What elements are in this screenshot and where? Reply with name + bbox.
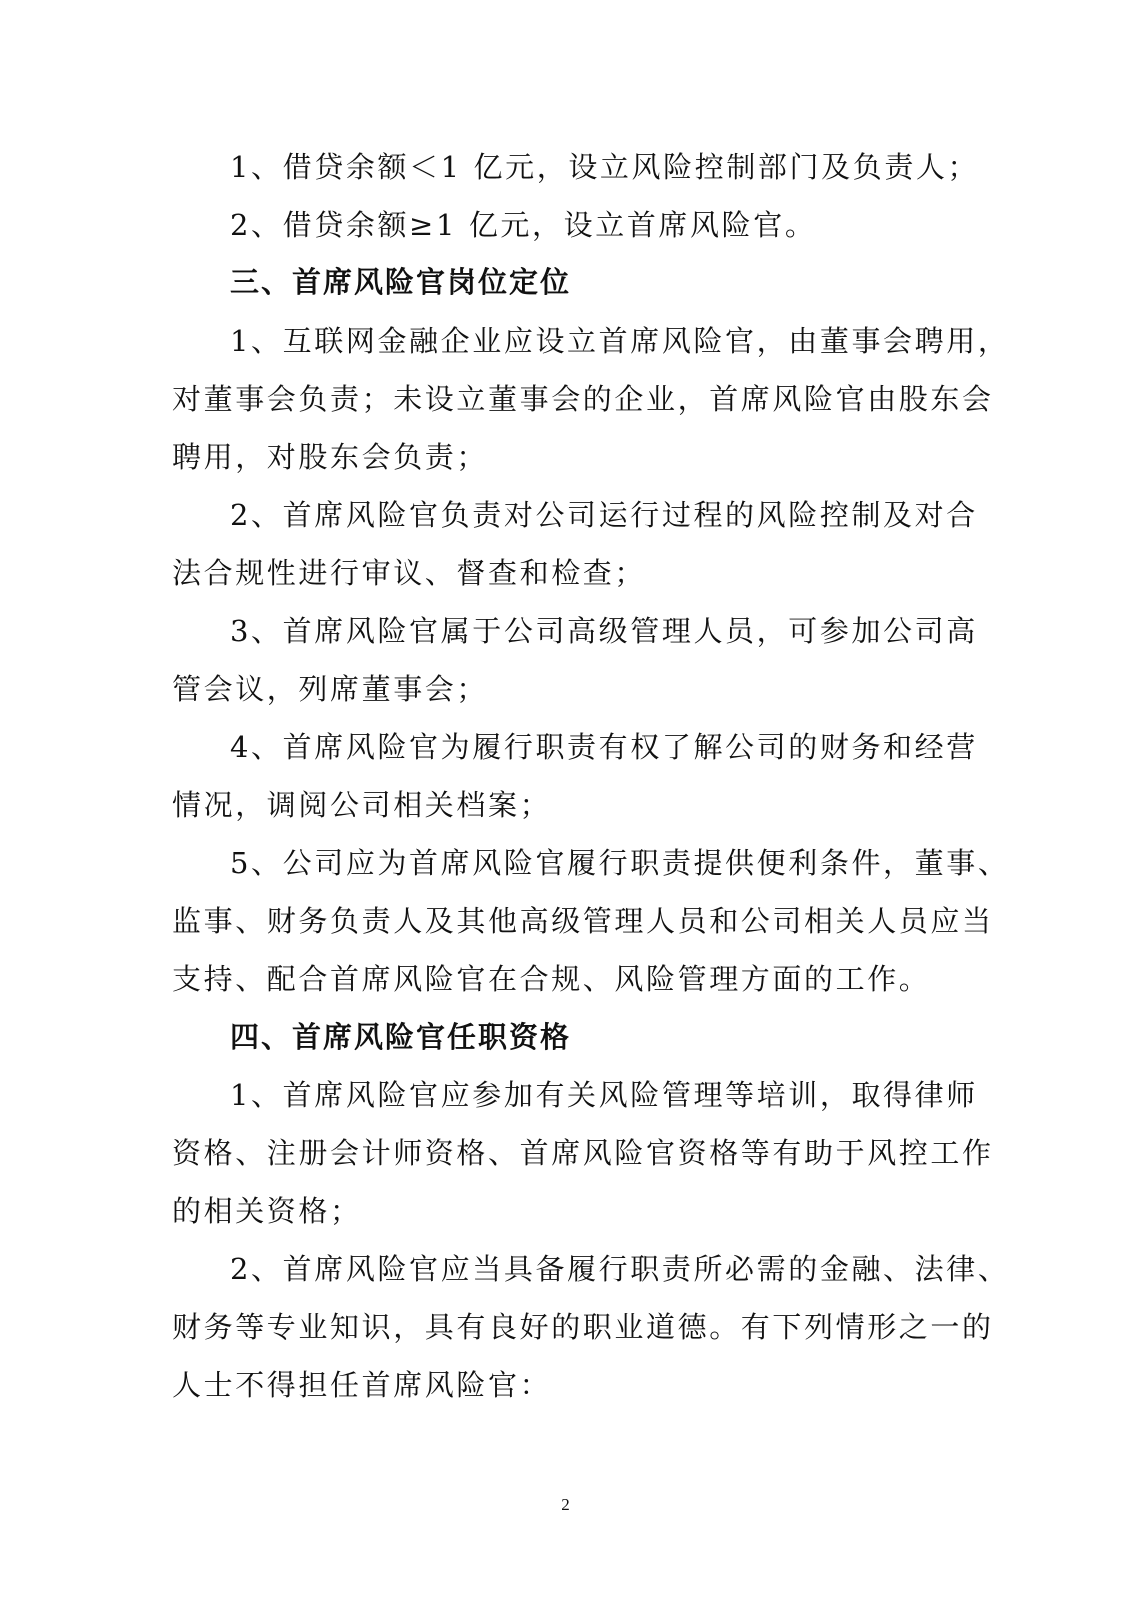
section-heading-3: 三、首席风险官岗位定位 [230, 265, 572, 299]
section-heading-4: 四、首席风险官任职资格 [230, 1020, 572, 1054]
paragraph-line: 2、首席风险官应当具备履行职责所必需的金融、法律、 [230, 1252, 1010, 1286]
paragraph-line: 资格、注册会计师资格、首席风险官资格等有助于风控工作 [172, 1136, 994, 1170]
paragraph-line: 1、首席风险官应参加有关风险管理等培训，取得律师 [230, 1078, 978, 1112]
paragraph-line: 人士不得担任首席风险官： [172, 1368, 552, 1402]
paragraph-line: 4、首席风险官为履行职责有权了解公司的财务和经营 [230, 730, 978, 764]
paragraph-line: 5、公司应为首席风险官履行职责提供便利条件，董事、 [230, 846, 1010, 880]
page-number: 2 [561, 1495, 570, 1514]
paragraph-line: 聘用，对股东会负责； [172, 440, 489, 474]
paragraph-line: 3、首席风险官属于公司高级管理人员，可参加公司高 [230, 614, 978, 648]
paragraph-line: 管会议，列席董事会； [172, 672, 489, 706]
paragraph-line: 监事、财务负责人及其他高级管理人员和公司相关人员应当 [172, 904, 994, 938]
paragraph-line: 1、互联网金融企业应设立首席风险官，由董事会聘用， [230, 324, 1010, 358]
paragraph-line: 财务等专业知识，具有良好的职业道德。有下列情形之一的 [172, 1310, 994, 1344]
paragraph-line: 2、首席风险官负责对公司运行过程的风险控制及对合 [230, 498, 978, 532]
list-item-loan-above-100m: 2、借贷余额≥1 亿元，设立首席风险官。 [230, 208, 817, 242]
paragraph-line: 对董事会负责；未设立董事会的企业，首席风险官由股东会 [172, 382, 994, 416]
list-item-loan-below-100m: 1、借贷余额＜1 亿元，设立风险控制部门及负责人； [230, 150, 980, 184]
paragraph-line: 的相关资格； [172, 1194, 362, 1228]
paragraph-line: 法合规性进行审议、督查和检查； [172, 556, 647, 590]
paragraph-line: 支持、配合首席风险官在合规、风险管理方面的工作。 [172, 962, 931, 996]
paragraph-line: 情况，调阅公司相关档案； [172, 788, 552, 822]
